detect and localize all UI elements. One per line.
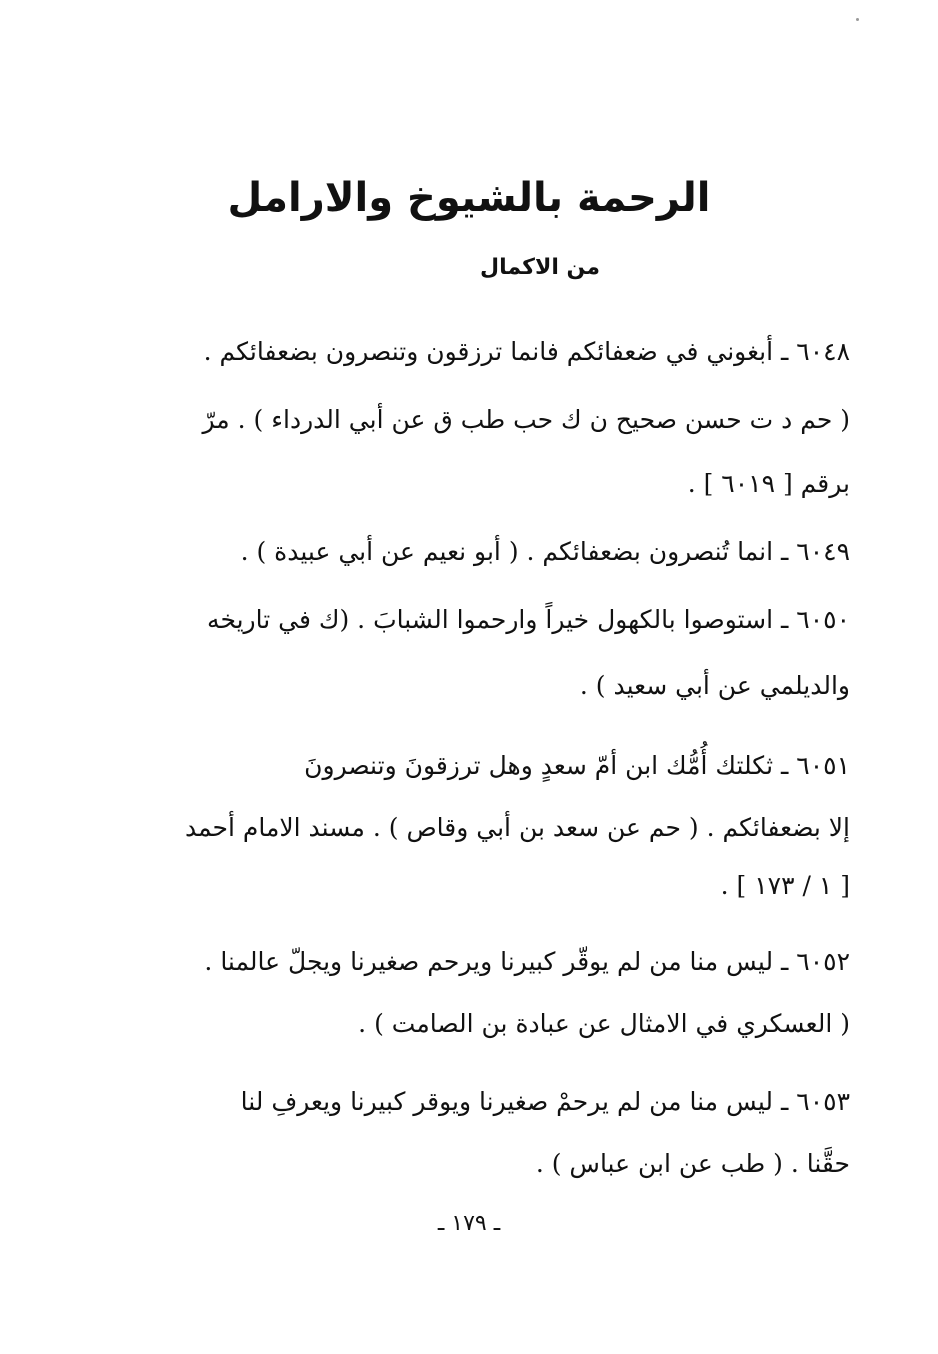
entry-6050-line-1: ٦٠٥٠ ـ استوصوا بالكهول خيراً وارحموا الشبابَ . (ك في تاريخه	[207, 605, 850, 634]
entry-6048-line-1: ٦٠٤٨ ـ أبغوني في ضعفائكم فانما ترزقون وتنصرون بضعفائكم .	[203, 337, 850, 366]
entry-6053-line-1: ٦٠٥٣ ـ ليس منا من لم يرحمْ صغيرنا ويوقر كبيرنا ويعرفِ لنا	[240, 1087, 850, 1116]
page-subtitle: من الاكمال	[480, 255, 600, 280]
entry-6052-line-2: ( العسكري في الامثال عن عبادة بن الصامت ) .	[358, 1009, 850, 1038]
entry-6051-line-3: [ ١ / ١٧٣ ] .	[720, 871, 850, 900]
entry-6050-line-2: والديلمي عن أبي سعيد ) .	[579, 671, 850, 700]
entry-6051-line-1: ٦٠٥١ ـ ثكلتك أُمُّك ابن أمّ سعدٍ وهل ترزقونَ وتنصرونَ	[304, 751, 850, 780]
page-number: ـ ١٧٩ ـ	[437, 1211, 501, 1236]
entry-6051-line-2: إلا بضعفائكم . ( حم عن سعد بن أبي وقاص ) . مسند الامام أحمد	[184, 813, 850, 842]
entry-6049-line-1: ٦٠٤٩ ـ انما تُنصرون بضعفائكم . ( أبو نعيم عن أبي عبيدة ) .	[240, 537, 850, 566]
entry-6048-line-3: برقم [ ٦٠١٩ ] .	[687, 469, 850, 498]
scan-speck	[856, 18, 859, 21]
entry-6048-line-2: ( حم د ت حسن صحيح ن ك حب طب ق عن أبي الدرداء ) . مرّ	[202, 405, 850, 434]
page-title: الرحمة بالشيوخ والارامل	[227, 175, 711, 221]
entry-6052-line-1: ٦٠٥٢ ـ ليس منا من لم يوقّر كبيرنا ويرحم صغيرنا ويجلّ عالمنا .	[204, 947, 850, 976]
entry-6053-line-2: حقَّنا . ( طب عن ابن عباس ) .	[535, 1149, 850, 1178]
